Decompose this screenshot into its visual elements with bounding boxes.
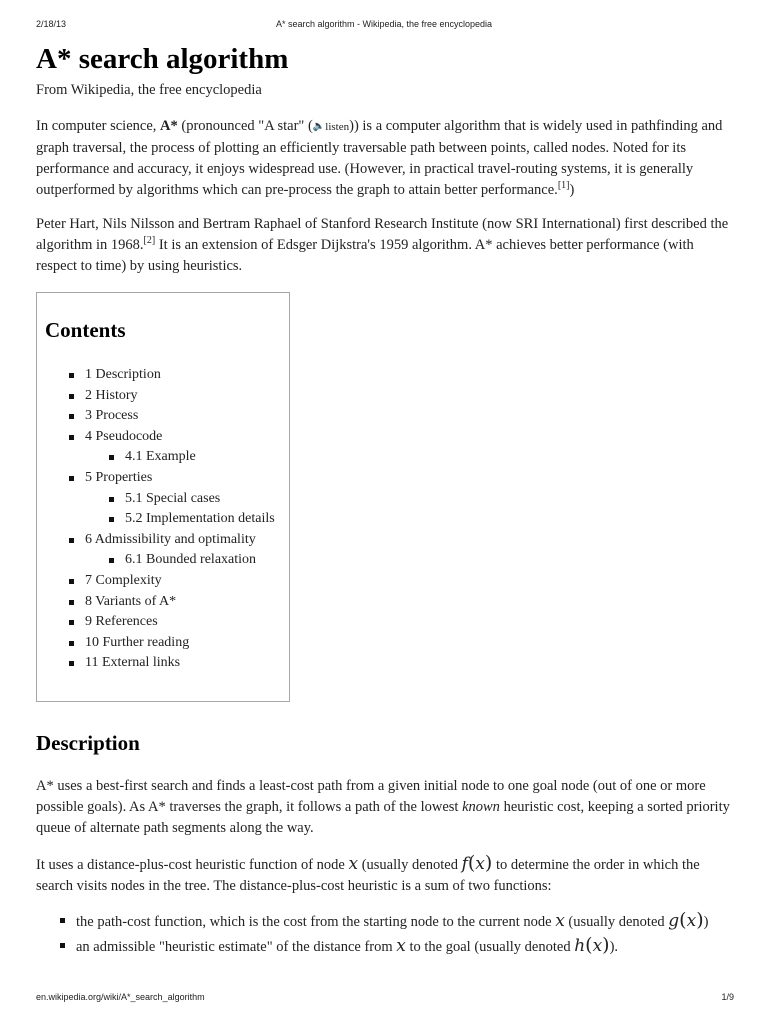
citation-2[interactable]: [2] xyxy=(143,235,156,247)
print-url: en.wikipedia.org/wiki/A*_search_algorithm xyxy=(36,992,205,1002)
speaker-icon[interactable]: 🔈 xyxy=(312,121,326,132)
math-paren-close: ) xyxy=(696,909,704,931)
toc-item-references[interactable]: 9 References xyxy=(45,612,289,633)
toc-item-complexity[interactable]: 7 Complexity xyxy=(45,571,289,592)
list-item-heuristic-estimate xyxy=(36,934,736,959)
intro-paragraph xyxy=(36,116,736,201)
article-content xyxy=(36,36,736,959)
bullet2-text-3: ). xyxy=(609,939,619,955)
math-h: h xyxy=(574,936,586,956)
toc-title: Contents xyxy=(45,318,126,342)
desc1-emphasis: known xyxy=(462,799,500,815)
bullet2-text-2: to the goal (usually denoted xyxy=(405,939,575,955)
toc-item-implementation-details[interactable]: 5.2 Implementation details xyxy=(45,509,289,530)
math-paren-open: ( xyxy=(467,852,476,874)
math-x: x xyxy=(348,854,359,874)
desc2-text-2: (usually denoted xyxy=(358,857,462,873)
intro-text-3: )) is a computer algorithm that is widely used in pathfinding and graph traversal, the process of plotting an efficiently traversable path between points, called nodes. Noted for its performance and accuracy, it enjoys widespread use. (However, in practical travel-routing systems, it is generally outperformed by algorithms which can pre-process the graph to attain better performance. xyxy=(36,118,723,198)
math-paren-open: ( xyxy=(585,934,593,956)
article-title: A* search algorithm xyxy=(36,43,289,75)
desc1-text-1: A* uses a best-first search and finds a least-cost path from a given initial node to one goal node (out of one or more possible goals). As A* traverses the graph, it follows a path of the lowest xyxy=(36,778,706,815)
math-h-arg: x xyxy=(592,936,603,956)
bullet2-text-1: an admissible "heuristic estimate" of the distance from xyxy=(76,939,397,955)
desc2-text-3: to determine the order in which the search visits nodes in the tree. The distance-plus-cost heuristic is a sum of two functions: xyxy=(36,857,700,894)
print-page-title: A* search algorithm - Wikipedia, the free encyclopedia xyxy=(275,19,493,29)
math-x: x xyxy=(555,911,565,931)
toc-item-properties[interactable]: 5 Properties xyxy=(45,468,289,489)
description-paragraph-1 xyxy=(36,776,736,839)
bullet1-text-3: ) xyxy=(703,914,709,930)
toc-list xyxy=(45,365,289,674)
toc-item-further-reading[interactable]: 10 Further reading xyxy=(45,633,289,654)
toc-item-example[interactable]: 4.1 Example xyxy=(45,447,289,468)
desc1-text-2: heuristic cost, keeping a sorted priority queue of alternate path segments along the way. xyxy=(36,799,730,836)
toc-item-description[interactable]: 1 Description xyxy=(45,365,289,386)
description-heading: Description xyxy=(36,731,140,755)
bullet1-text-2: (usually denoted xyxy=(564,914,669,930)
history-text-1: Peter Hart, Nils Nilsson and Bertram Raphael of Stanford Research Institute (now SRI International) first described the algorithm in 1968. xyxy=(36,216,729,253)
history-paragraph xyxy=(36,214,736,277)
toc-item-process[interactable]: 3 Process xyxy=(45,406,289,427)
table-of-contents xyxy=(36,292,290,702)
toc-item-bounded-relaxation[interactable]: 6.1 Bounded relaxation xyxy=(45,550,289,571)
toc-item-external-links[interactable]: 11 External links xyxy=(45,653,289,674)
desc2-text-1: It uses a distance-plus-cost heuristic function of node xyxy=(36,857,349,873)
intro-text-4: ) xyxy=(569,182,575,198)
article-subtitle: From Wikipedia, the free encyclopedia xyxy=(36,82,262,98)
toc-item-admissibility[interactable]: 6 Admissibility and optimality xyxy=(45,530,289,551)
print-date: 2/18/13 xyxy=(36,19,67,29)
toc-item-pseudocode[interactable]: 4 Pseudocode xyxy=(45,427,289,448)
history-text-2: It is an extension of Edsger Dijkstra's 1959 algorithm. A* achieves better performance (with respect to time) by using heuristics. xyxy=(36,237,694,274)
math-paren-close: ) xyxy=(602,934,610,956)
citation-1[interactable]: [1] xyxy=(557,180,570,192)
intro-text-1: In computer science, xyxy=(36,118,161,134)
toc-item-special-cases[interactable]: 5.1 Special cases xyxy=(45,489,289,510)
toc-item-variants[interactable]: 8 Variants of A* xyxy=(45,592,289,613)
list-item-path-cost xyxy=(36,909,736,934)
bullet1-text-1: the path-cost function, which is the cost from the starting node to the current node xyxy=(76,914,556,930)
listen-link[interactable]: listen xyxy=(325,121,350,133)
math-x: x xyxy=(396,936,406,956)
print-page-number: 1/9 xyxy=(721,992,734,1002)
math-g: g xyxy=(668,911,680,931)
intro-bold-term: A* xyxy=(160,118,178,134)
math-paren-close: ) xyxy=(484,852,493,874)
math-g-arg: x xyxy=(686,911,697,931)
intro-text-2: (pronounced "A star" ( xyxy=(177,118,313,134)
math-paren-open: ( xyxy=(679,909,687,931)
heuristic-function-list xyxy=(36,909,736,959)
math-f-arg: x xyxy=(475,854,485,874)
toc-item-history[interactable]: 2 History xyxy=(45,386,289,407)
math-f: f xyxy=(461,854,468,874)
description-paragraph-2 xyxy=(36,853,736,897)
